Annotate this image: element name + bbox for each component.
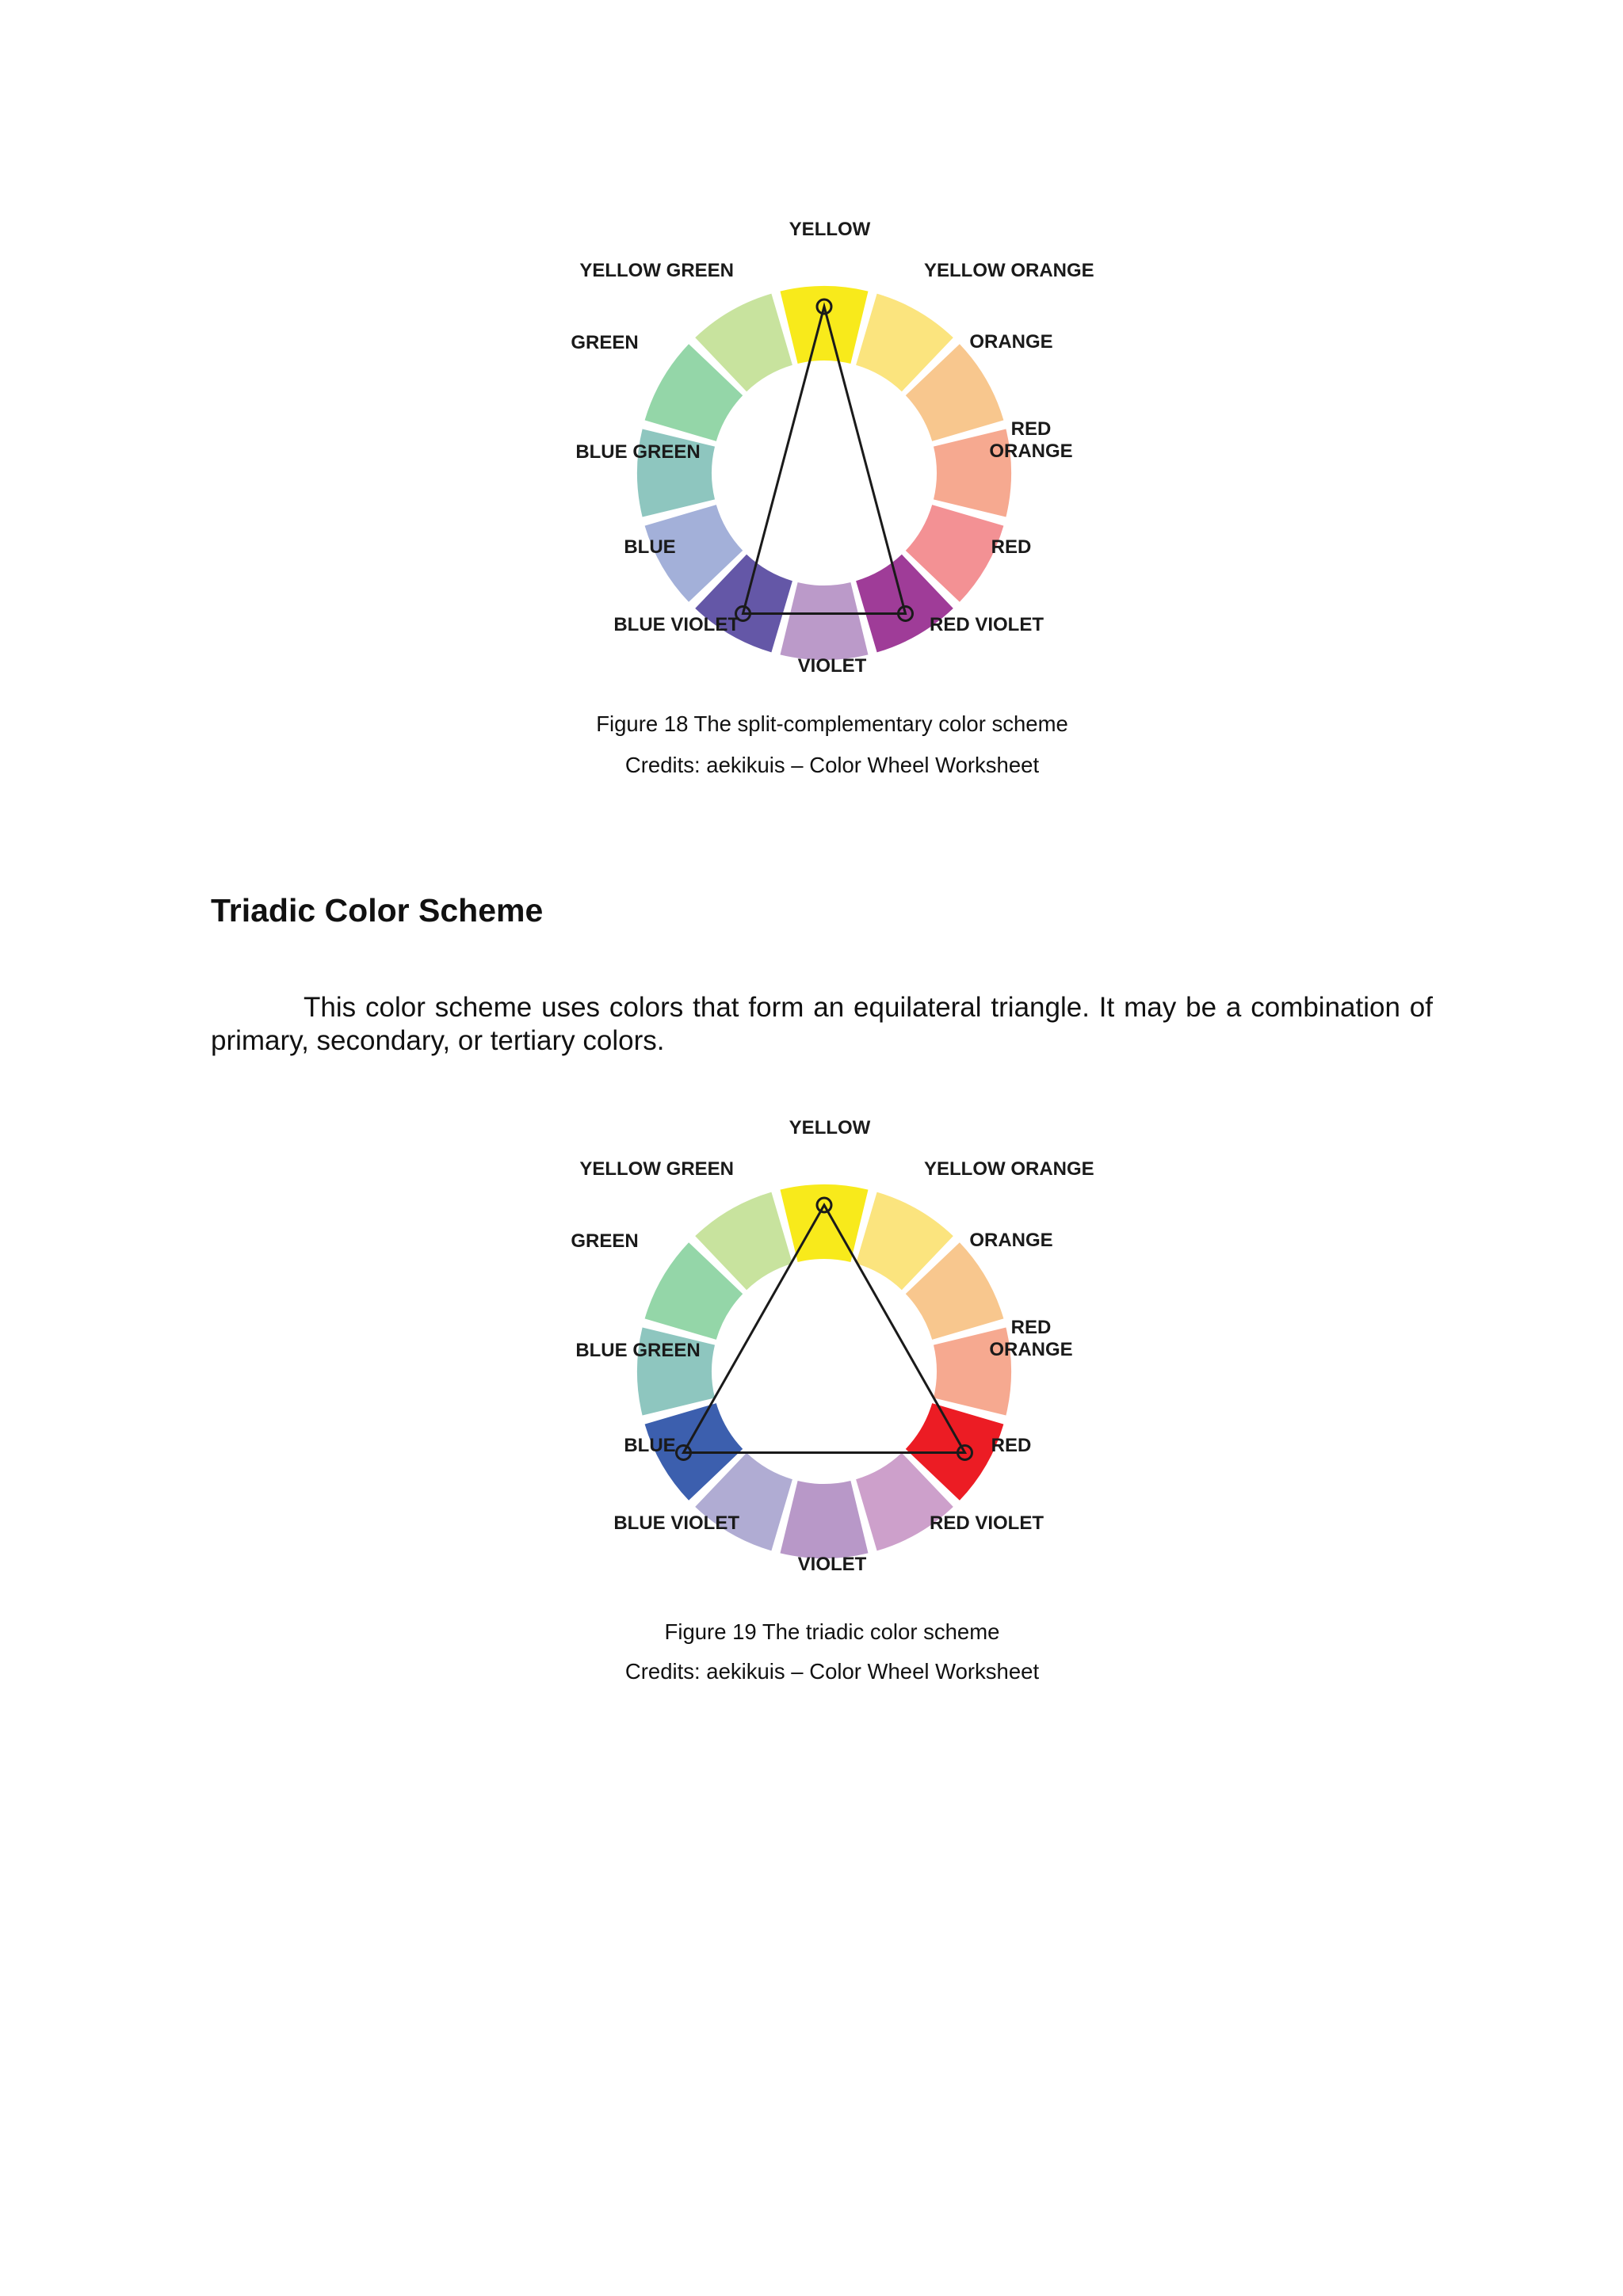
wheel-label-violet: VIOLET (797, 655, 867, 677)
wheel-label-yellow: YELLOW (789, 1117, 871, 1138)
wheel-label-red: RED (991, 536, 1032, 558)
figure-18-caption: Figure 18 The split-complementary color scheme (596, 711, 1068, 736)
wheel-label-yellow-green: YELLOW GREEN (579, 1158, 734, 1180)
figure-18-credits: Credits: aekikuis – Color Wheel Worksheet (624, 753, 1040, 777)
wheel-label-blue-violet: BLUE VIOLET (613, 614, 739, 635)
wheel-label-orange: ORANGE (969, 331, 1053, 353)
wheel-label-yellow-orange: YELLOW ORANGE (924, 260, 1094, 281)
wheel-label-blue-green: BLUE GREEN (575, 441, 701, 463)
color-wheel-graphic (491, 1100, 1125, 1608)
color-wheel-graphic (491, 202, 1125, 709)
wheel-label-blue: BLUE (624, 536, 676, 558)
figure-19-caption: Figure 19 The triadic color scheme (664, 1619, 1000, 1644)
wheel-label-yellow-green: YELLOW GREEN (579, 260, 734, 281)
wheel-label-red-orange-1: RED (1010, 1317, 1052, 1338)
wheel-label-yellow: YELLOW (789, 219, 871, 240)
wheel-label-blue: BLUE (624, 1435, 676, 1456)
figure-19-credits: Credits: aekikuis – Color Wheel Worksheet (624, 1659, 1040, 1684)
wheel-label-violet: VIOLET (797, 1554, 867, 1575)
wheel-label-red-orange-1: RED (1010, 418, 1052, 440)
wheel-segment-violet (781, 1481, 869, 1558)
wheel-label-red: RED (991, 1435, 1032, 1456)
wheel-label-blue-violet: BLUE VIOLET (613, 1512, 739, 1534)
wheel-segment-yellow (781, 286, 869, 364)
wheel-label-green: GREEN (571, 332, 639, 353)
wheel-label-red-orange-2: ORANGE (989, 441, 1073, 462)
wheel-label-red-violet: RED VIOLET (930, 614, 1044, 635)
wheel-label-orange: ORANGE (969, 1230, 1053, 1251)
wheel-segment-yellow (781, 1184, 869, 1262)
wheel-label-blue-green: BLUE GREEN (575, 1340, 701, 1361)
section-heading: Triadic Color Scheme (211, 892, 544, 929)
wheel-label-red-orange-2: ORANGE (989, 1339, 1073, 1360)
wheel-label-yellow-orange: YELLOW ORANGE (924, 1158, 1094, 1180)
wheel-label-green: GREEN (571, 1230, 639, 1252)
wheel-label-red-violet: RED VIOLET (930, 1512, 1044, 1534)
split-complementary-color-wheel (491, 202, 1125, 709)
triadic-color-wheel (491, 1100, 1125, 1608)
section-paragraph: This color scheme uses colors that form an equilateral triangle. It may be a combination of primary, secondary, or tertiary colors. (211, 992, 1433, 1056)
wheel-segment-violet (781, 582, 869, 660)
